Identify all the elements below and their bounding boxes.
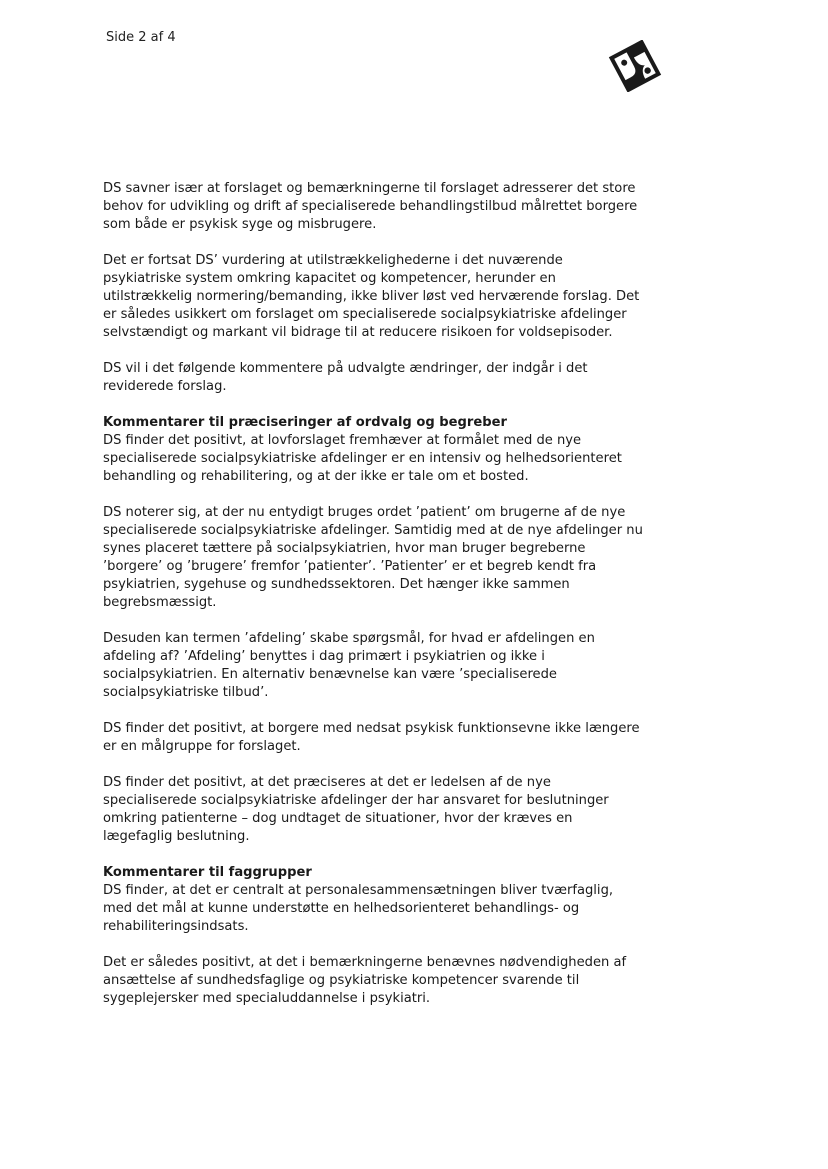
paragraph: Desuden kan termen ’afdeling’ skabe spørgsmål, for hvad er afdelingen en afdeling af? ’Afdeling’ benyttes i dag primært i psykiatrien og ikke i socialpsykiatrien. En alternativ benævnelse kan være ’specialiserede socialpsykiatriske tilbud’. bbox=[103, 631, 595, 700]
letter-body bbox=[103, 180, 643, 1026]
paragraph: DS finder det positivt, at lovforslaget fremhæver at formålet med de nye specialiserede socialpsykiatriske afdelinger er en intensiv og helhedsorienteret behandling og rehabilitering, og at der ikke er tale om et bosted. bbox=[103, 433, 622, 484]
paragraph: DS savner især at forslaget og bemærkningerne til forslaget adresserer det store behov for udvikling og drift af specialiserede behandlingstilbud målrettet borgere som både er psykisk syge og misbrugere. bbox=[103, 181, 638, 232]
paragraph: Det er således positivt, at det i bemærkningerne benævnes nødvendigheden af ansættelse af sundhedsfaglige og psykiatriske kompetencer svarende til sygeplejersker med specialuddannelse i psykiatri. bbox=[103, 955, 627, 1006]
page-number: Side 2 af 4 bbox=[106, 30, 176, 45]
section-heading: Kommentarer til faggrupper bbox=[103, 865, 312, 880]
paragraph: Det er fortsat DS’ vurdering at utilstrækkelighederne i det nuværende psykiatriske system omkring kapacitet og kompetencer, herunder en utilstrækkelig normering/bemanding, ikke bliver løst ved herværende forslag. Det er således usikkert om forslaget om specialiserede socialpsykiatriske afdelinger selvstændigt og markant vil bidrage til at reducere risikoen for voldsepisoder. bbox=[103, 253, 640, 340]
paragraph: DS finder det positivt, at borgere med nedsat psykisk funktionsevne ikke længere er en målgruppe for forslaget. bbox=[103, 721, 640, 754]
paragraph: DS finder, at det er centralt at personalesammensætningen bliver tværfaglig, med det mål at kunne understøtte en helhedsorienteret behandlings- og rehabiliteringsindsats. bbox=[103, 883, 614, 934]
paragraph: DS noterer sig, at der nu entydigt bruges ordet ’patient’ om brugerne af de nye specialiserede socialpsykiatriske afdelinger. Samtidig med at de nye afdelinger nu synes placeret tættere på socialpsykiatrien, hvor man bruger begreberne ’borgere’ og ’brugere’ fremfor ’patienter’. ’Patienter’ er et begreb kendt fra psykiatrien, sygehuse og sundhedssektoren. Det hænger ikke sammen begrebsmæssigt. bbox=[103, 505, 643, 610]
paragraph: DS vil i det følgende kommentere på udvalgte ændringer, der indgår i det reviderede forslag. bbox=[103, 361, 588, 394]
ds-logo-icon bbox=[604, 40, 666, 92]
section-heading: Kommentarer til præciseringer af ordvalg og begreber bbox=[103, 415, 507, 430]
paragraph: DS finder det positivt, at det præciseres at det er ledelsen af de nye specialiserede socialpsykiatriske afdelinger der har ansvaret for beslutninger omkring patienterne – dog undtaget de situationer, hvor der kræves en lægefaglig beslutning. bbox=[103, 775, 609, 844]
